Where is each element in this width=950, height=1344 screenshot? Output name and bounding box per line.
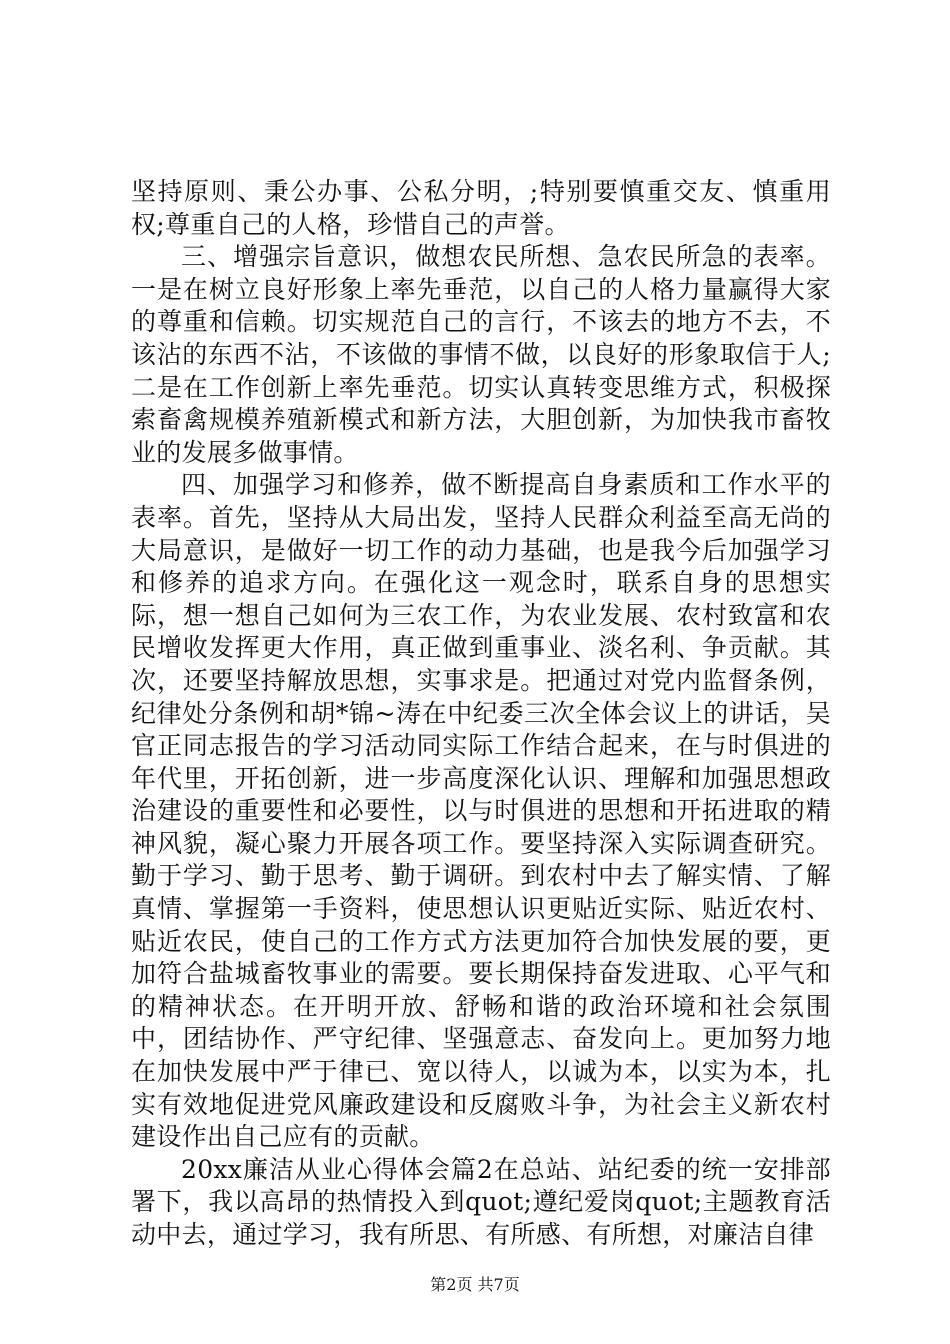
paragraph-section-three: 三、增强宗旨意识，做想农民所想、急农民所急的表率。一是在树立良好形象上率先垂范，以自己的人格力量赢得大家的尊重和信赖。切实规范自己的言行，不该去的地方不去，不该沾的东西不沾，不该做的事情不做，以良好的形象取信于人;二是在工作创新上率先垂范。切实认真转变思维方式，积极探索畜禽规模养殖新模式和新方法，大胆创新，为加快我市畜牧业的发展多做事情。 [131, 242, 831, 467]
paragraph-continuation: 坚持原则、秉公办事、公私分明，;特别要慎重交友、慎重用权;尊重自己的人格，珍惜自己的声誉。 [131, 177, 831, 239]
document-body [131, 176, 831, 1252]
paragraph-article-two: 20xx廉洁从业心得体会篇2在总站、站纪委的统一安排部署下，我以高昂的热情投入到quot;遵纪爱岗quot;主题教育活动中去，通过学习，我有所思、有所感、有所想，对廉洁自律 [131, 1154, 831, 1249]
page-footer: 第2页 共7页 [430, 1275, 520, 1294]
paragraph-section-four: 四、加强学习和修养，做不断提高自身素质和工作水平的表率。首先，坚持从大局出发，坚持人民群众利益至高无尚的大局意识，是做好一切工作的动力基础，也是我今后加强学习和修养的追求方向。在强化这一观念时，联系自身的思想实际，想一想自己如何为三农工作，为农业发展、农村致富和农民增收发挥更大作用，真正做到重事业、淡名利、争贡献。其次，还要坚持解放思想，实事求是。把通过对党内监督条例，纪律处分条例和胡*锦~涛在中纪委三次全体会议上的讲话，吴官正同志报告的学习活动同实际工作结合起来，在与时俱进的年代里，开拓创新，进一步高度深化认识、理解和加强思想政治建设的重要性和必要性，以与时俱进的思想和开拓进取的精神风貌，凝心聚力开展各项工作。要坚持深入实际调查研究。勤于学习、勤于思考、勤于调研。到农村中去了解实情、了解真情、掌握第一手资料，使思想认识更贴近实际、贴近农村、贴近农民，使自己的工作方式方法更加符合加快发展的要，更加符合盐城畜牧事业的需要。要长期保持奋发进取、心平气和的精神状态。在开明开放、舒畅和谐的政治环境和社会氛围中，团结协作、严守纪律、坚强意志、奋发向上。更加努力地在加快发展中严于律已、宽以待人，以诚为本，以实为本，扎实有效地促进党风廉政建设和反腐败斗争，为社会主义新农村建设作出自己应有的贡献。 [131, 470, 831, 1152]
